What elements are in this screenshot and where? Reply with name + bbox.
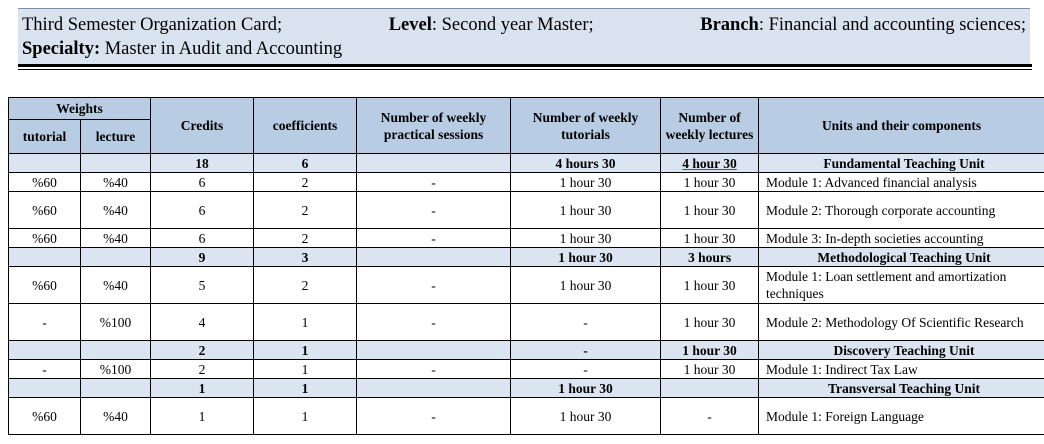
cell-name: Module 1: Advanced financial analysis [759, 173, 1044, 192]
cell-tutorials: 1 hour 30 [511, 267, 661, 304]
header-rule-thick [18, 64, 1032, 67]
unit-row [9, 341, 1044, 360]
cell-tutorial [9, 248, 81, 267]
cell-lecture: %40 [81, 192, 151, 229]
cell-lecture: %40 [81, 398, 151, 435]
cell-tutorial [9, 154, 81, 173]
cell-lecture [81, 154, 151, 173]
module-row [9, 360, 1044, 379]
cell-lecture [81, 248, 151, 267]
cell-practical: - [357, 229, 511, 248]
cell-credits: 6 [151, 173, 254, 192]
cell-coefficients: 6 [254, 154, 357, 173]
cell-lectures: 1 hour 30 [661, 192, 759, 229]
cell-lecture: %100 [81, 360, 151, 379]
module-row [9, 398, 1044, 435]
organization-table [8, 97, 1044, 435]
header-prefix: Third Semester Organization Card; [22, 15, 283, 35]
unit-row [9, 154, 1044, 173]
branch-value: : Financial and accounting sciences; [758, 15, 1026, 35]
cell-tutorials: - [511, 304, 661, 341]
cell-tutorials: 1 hour 30 [511, 229, 661, 248]
cell-coefficients: 1 [254, 360, 357, 379]
cell-tutorials: 1 hour 30 [511, 192, 661, 229]
cell-lectures: - [661, 398, 759, 435]
header-credits: Credits [151, 98, 254, 154]
cell-practical: - [357, 267, 511, 304]
cell-practical: - [357, 360, 511, 379]
cell-credits: 18 [151, 154, 254, 173]
cell-tutorial [9, 379, 81, 398]
cell-name: Fundamental Teaching Unit [759, 154, 1044, 173]
module-row [9, 229, 1044, 248]
level-label: Level [388, 15, 432, 35]
cell-coefficients: 3 [254, 248, 357, 267]
cell-tutorials: 1 hour 30 [511, 248, 661, 267]
cell-tutorial: %60 [9, 173, 81, 192]
cell-tutorial: %60 [9, 267, 81, 304]
unit-row [9, 248, 1044, 267]
cell-practical [357, 154, 511, 173]
cell-tutorials: 1 hour 30 [511, 379, 661, 398]
cell-lecture [81, 379, 151, 398]
cell-name: Module 1: Foreign Language [759, 398, 1044, 435]
cell-tutorial [9, 341, 81, 360]
cell-coefficients: 2 [254, 192, 357, 229]
cell-tutorial: - [9, 360, 81, 379]
cell-credits: 2 [151, 341, 254, 360]
cell-practical [357, 248, 511, 267]
cell-credits: 1 [151, 398, 254, 435]
cell-coefficients: 1 [254, 304, 357, 341]
cell-practical: - [357, 192, 511, 229]
header-practical: Number of weekly practical sessions [357, 98, 511, 154]
cell-credits: 1 [151, 379, 254, 398]
specialty-value: Master in Audit and Accounting [100, 39, 343, 59]
cell-lecture: %40 [81, 229, 151, 248]
cell-credits: 2 [151, 360, 254, 379]
cell-credits: 9 [151, 248, 254, 267]
cell-tutorial: - [9, 304, 81, 341]
header-coefficients: coefficients [254, 98, 357, 154]
branch-label: Branch [700, 15, 759, 35]
cell-lecture: %100 [81, 304, 151, 341]
header-tutorial: tutorial [9, 120, 81, 154]
module-row [9, 173, 1044, 192]
header-weights: Weights [9, 98, 151, 120]
module-row [9, 304, 1044, 341]
cell-practical: - [357, 398, 511, 435]
cell-lectures: 3 hours [661, 248, 759, 267]
header-lectures: Number of weekly lectures [661, 98, 759, 154]
cell-credits: 5 [151, 267, 254, 304]
cell-lectures: 1 hour 30 [661, 341, 759, 360]
cell-name: Discovery Teaching Unit [759, 341, 1044, 360]
cell-tutorial: %60 [9, 192, 81, 229]
cell-name: Module 2: Methodology Of Scientific Research [759, 304, 1044, 341]
document-header [18, 8, 1030, 64]
cell-lectures: 1 hour 30 [661, 304, 759, 341]
cell-tutorials: - [511, 341, 661, 360]
cell-lectures: 1 hour 30 [661, 229, 759, 248]
cell-practical [357, 341, 511, 360]
cell-credits: 4 [151, 304, 254, 341]
cell-tutorials: 1 hour 30 [511, 173, 661, 192]
cell-tutorials: - [511, 360, 661, 379]
unit-row [9, 379, 1044, 398]
cell-practical [357, 379, 511, 398]
cell-lectures: 1 hour 30 [661, 267, 759, 304]
cell-name: Module 2: Thorough corporate accounting [759, 192, 1044, 229]
cell-name: Transversal Teaching Unit [759, 379, 1044, 398]
cell-lectures: 1 hour 30 [661, 360, 759, 379]
header-line-2 [22, 37, 1026, 61]
cell-coefficients: 2 [254, 229, 357, 248]
cell-lectures: 4 hour 30 [661, 154, 759, 173]
cell-name: Methodological Teaching Unit [759, 248, 1044, 267]
cell-tutorial: %60 [9, 229, 81, 248]
header-lecture: lecture [81, 120, 151, 154]
cell-name: Module 1: Indirect Tax Law [759, 360, 1044, 379]
cell-lecture [81, 341, 151, 360]
cell-lecture: %40 [81, 267, 151, 304]
cell-lecture: %40 [81, 173, 151, 192]
cell-name: Module 1: Loan settlement and amortization techniques [759, 267, 1044, 304]
cell-coefficients: 2 [254, 267, 357, 304]
cell-tutorial: %60 [9, 398, 81, 435]
header-tutorials: Number of weekly tutorials [511, 98, 661, 154]
cell-lectures [661, 379, 759, 398]
cell-practical: - [357, 304, 511, 341]
cell-name: Module 3: In-depth societies accounting [759, 229, 1044, 248]
cell-credits: 6 [151, 229, 254, 248]
cell-lectures: 1 hour 30 [661, 173, 759, 192]
cell-credits: 6 [151, 192, 254, 229]
cell-tutorials: 1 hour 30 [511, 398, 661, 435]
header-units: Units and their components [759, 98, 1044, 154]
header-rule-thin [18, 69, 1032, 70]
cell-tutorials: 4 hours 30 [511, 154, 661, 173]
module-row [9, 267, 1044, 304]
level-value: : Second year Master; [431, 15, 594, 35]
cell-practical: - [357, 173, 511, 192]
module-row [9, 192, 1044, 229]
cell-coefficients: 1 [254, 341, 357, 360]
cell-coefficients: 2 [254, 173, 357, 192]
cell-coefficients: 1 [254, 379, 357, 398]
cell-coefficients: 1 [254, 398, 357, 435]
header-line-1 [22, 13, 1026, 37]
specialty-label: Specialty: [22, 39, 101, 59]
